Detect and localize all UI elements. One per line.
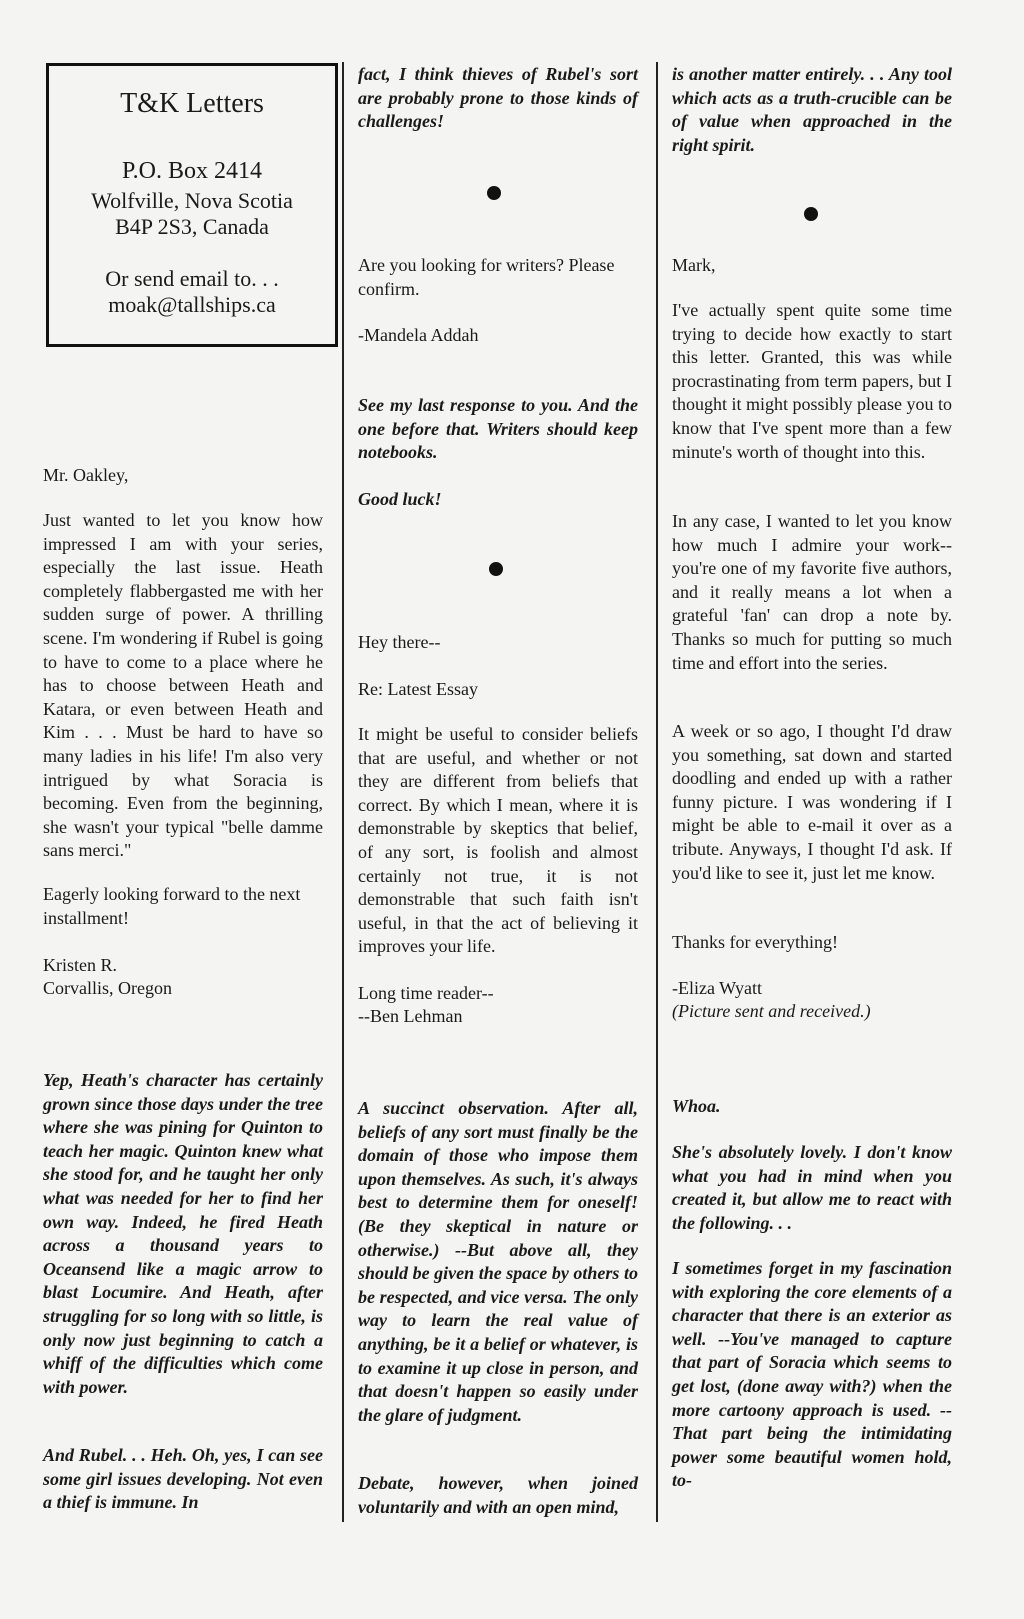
email-prompt: Or send email to. . . [105, 266, 279, 291]
separator-dot [489, 562, 503, 576]
col3-continuation: is another matter entirely. . . Any tool which acts as a truth-crucible can be of value when approached in the right spirit. [672, 64, 952, 155]
letter4-signer: -Eliza Wyatt [672, 978, 763, 998]
letter1-signer: Kristen R. [43, 955, 117, 975]
reply1-text: Yep, Heath's character has certainly grown since those days under the tree where she was pining for Quinton to teach her magic. Quinton knew what she stood for, and he taught her only what was needed for her to find her own way. Indeed, he fired Heath across a thousand years to Oceansend like a magic arrow to blast Locumire. And Heath, after struggling for so long with so little, is only now just beginning to catch a whiff of the difficulties which come with power. [43, 1070, 323, 1397]
postal-code: B4P 2S3, Canada [115, 214, 269, 239]
letter1-closing: Eagerly looking forward to the next installment! [43, 884, 301, 928]
column-divider-right [656, 62, 658, 1522]
letter3-body: It might be useful to consider beliefs that are useful, and whether or not they are different from beliefs that correct. By which I mean, where it is demonstrable by skeptics that belief, of any sort, is foolish and almost certainly not true, it is not demonstrable that such faith isn't useful, in that the act of believing it improves your life. [358, 724, 638, 957]
address-box [46, 63, 338, 347]
reply1-rubel: And Rubel. . . Heh. Oh, yes, I can see some girl issues developing. Not even a thief is immune. In [43, 1445, 323, 1513]
col2-continuation: fact, I think thieves of Rubel's sort are probably prone to those kinds of challenges! [358, 64, 638, 132]
po-box: P.O. Box 2414 [121, 158, 263, 184]
city-province: Wolfville, Nova Scotia [91, 188, 293, 213]
reply4-soracia: I sometimes forget in my fascination with exploring the core elements of a character that there is an exterior as well. --You've managed to capture that part of Soracia which seems to get lost, (done away with?) when the more cartoony approach is used. --That part being the intimidating power some beautiful women hold, to- [672, 1258, 952, 1491]
reply3-debate: Debate, however, when joined voluntarily and with an open mind, [358, 1473, 638, 1517]
letter1-location: Corvallis, Oregon [43, 978, 172, 998]
letter4-para3: A week or so ago, I thought I'd draw you something, sat down and started doodling and ended up with a rather funny picture. I was wondering if I might be able to e-mail it over as a tribute. Anyways, I thought I'd ask. If you'd like to see it, just let me know. [672, 721, 952, 883]
reply3-text: A succinct observation. After all, beliefs of any sort must finally be the domain of those who impose them upon themselves. As such, it's always best to determine them for oneself! (Be they skeptical in nature or otherwise.) --But above all, they should be given the space by others to be respected, and vice versa. The only way to learn the real value of anything, be it a belief or whatever, is to examine it up close in person, and that doesn't happen so easily under the glare of judgment. [358, 1098, 638, 1425]
address-box-title: T&K Letters [120, 88, 264, 119]
letter1-salutation: Mr. Oakley, [43, 465, 129, 485]
letter3-greeting: Hey there-- [358, 632, 441, 652]
column-divider-left [342, 62, 344, 1522]
letter3-subject: Re: Latest Essay [358, 679, 478, 699]
letter4-note: (Picture sent and received.) [672, 1001, 871, 1021]
email-address: moak@tallships.ca [108, 292, 276, 317]
letter2-signer: -Mandela Addah [358, 325, 479, 345]
letter1-body: Just wanted to let you know how impressed I am with your series, especially the last issue. Heath completely flabbergasted me with her sudden surge of power. A thrilling scene. I'm wondering if Rubel is going to have to come to a place where he has to choose between Heath and Katara, or even between Heath and Kim . . . Must be hard to have so many ladies in his life! I'm also very intrigued by what Soracia is becoming. Even from the beginning, she wasn't your typical "belle damme sans merci." [43, 510, 323, 861]
reply2-text: See my last response to you. And the one before that. Writers should keep notebooks. [358, 395, 638, 463]
reply2-closing: Good luck! [358, 489, 442, 509]
letter4-para2: In any case, I wanted to let you know how much I admire your work-- you're one of my favorite five authors, and it really means a lot when a grateful 'fan' can drop a note by. Thanks so much for putting so much time and effort into the series. [672, 511, 952, 673]
letter3-sign-line2: --Ben Lehman [358, 1006, 463, 1026]
letter4-thanks: Thanks for everything! [672, 932, 838, 952]
separator-dot [804, 207, 818, 221]
separator-dot [487, 186, 501, 200]
letter4-para1: I've actually spent quite some time trying to decide how exactly to start this letter. Granted, this was while procrastinating from term papers, but I thought it might possibly please you to know that I've spent more than a few minute's worth of thought into this. [672, 300, 952, 462]
letter3-sign-line1: Long time reader-- [358, 983, 494, 1003]
letter4-salutation: Mark, [672, 255, 716, 275]
reply4-whoa: Whoa. [672, 1096, 721, 1116]
reply4-reaction: She's absolutely lovely. I don't know what you had in mind when you created it, but allow me to react with the following. . . [672, 1142, 952, 1233]
letter2-body: Are you looking for writers? Please confirm. [358, 255, 615, 299]
